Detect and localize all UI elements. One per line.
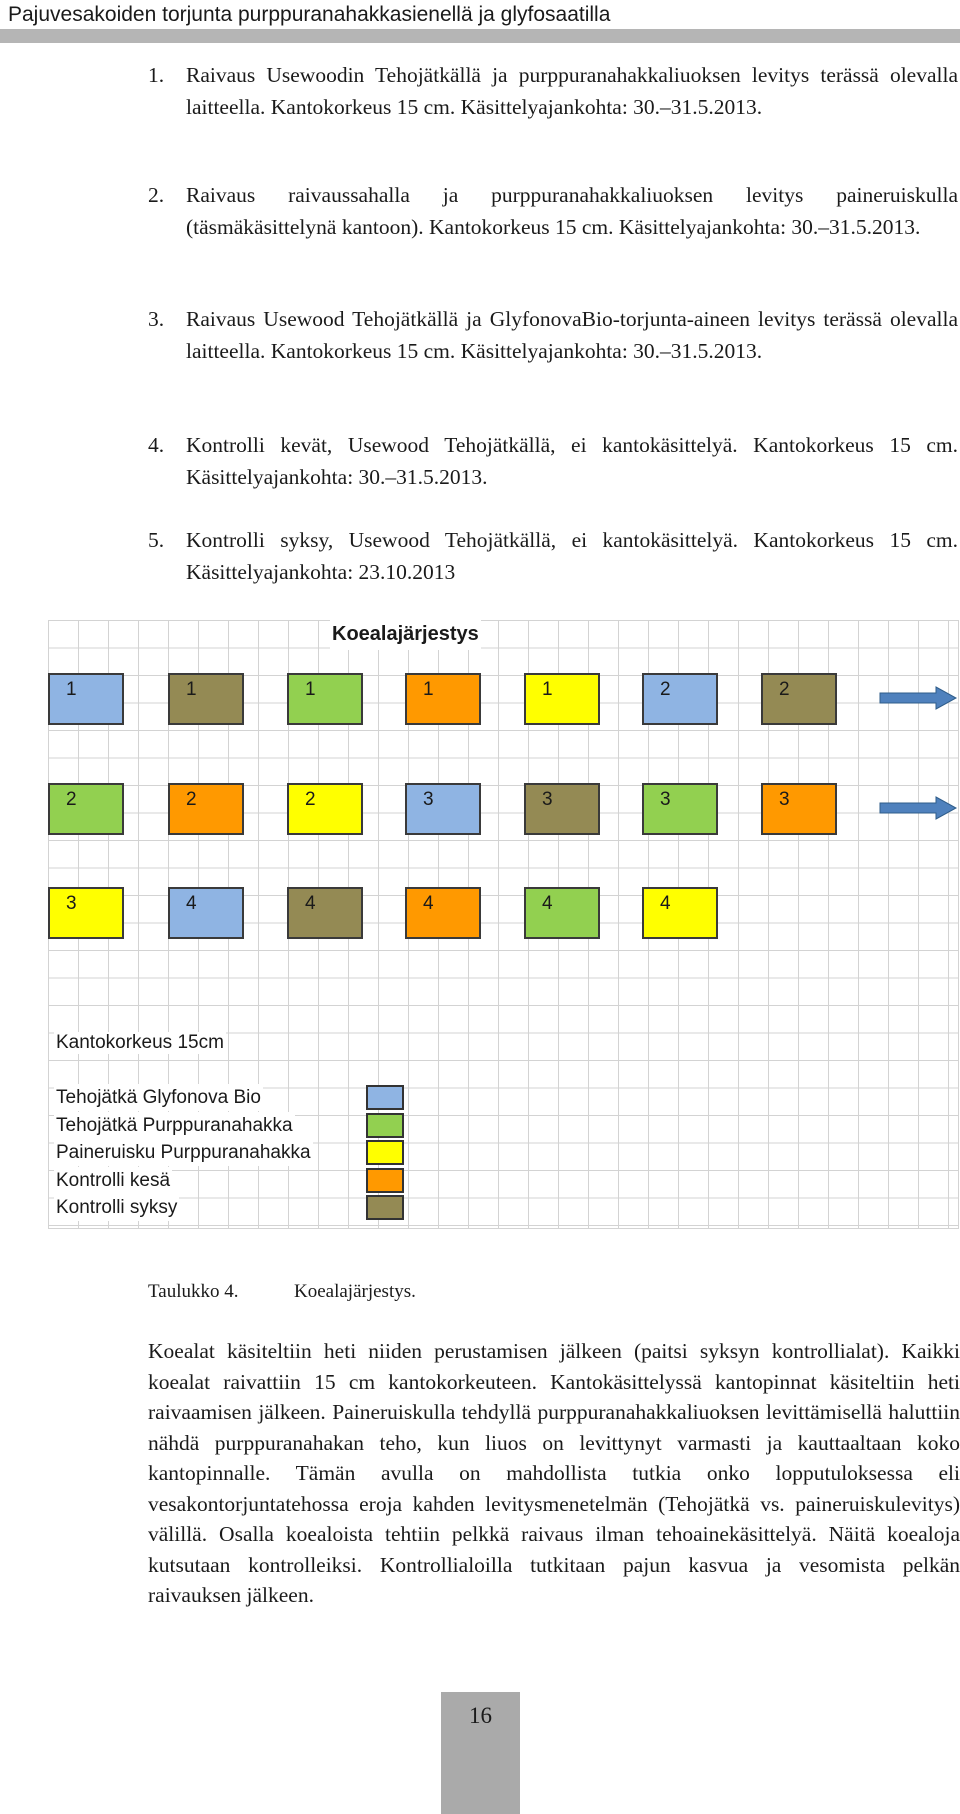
body-paragraph: Koealat käsiteltiin heti niiden perustamisen jälkeen (paitsi syksyn kontrollialat). Kaikki koealat raivattiin 15 cm kantokorkeuteen. Kantokäsittelyssä kantopinnat käsiteltiin heti raivaamisen jälkeen. Paineruiskulla tehdyllä purppuranahakkaliuoksen levittämisellä haluttiin nähdä purppuranahakan teho, kun liuos on levittynyt varmasti ja kauttaaltaan koko kantopinnalle. Tämän avulla on mahdollista tutkia onko lopputuloksessa eli vesakontorjuntatehossa eroja kahden levitysmenetelmän (Tehojätkä vs. paineruiskulevitys) välillä. Osalla koealoista tehtiin pelkkä raivaus ilman tehoainekäsittelyä. Näitä koealoja kutsutaan kontrolleiksi. Kontrollialoilla tutkitaan pajun kasvua ja vesomista pelkän raivauksen jälkeen. — [148, 1339, 960, 1607]
legend-swatch — [366, 1085, 404, 1110]
treatment-number: 4. — [148, 433, 165, 457]
plot-r3-c5: 4 — [524, 887, 600, 939]
direction-arrow-icon — [878, 685, 958, 711]
treatment-item-1 — [148, 60, 958, 123]
legend-swatch — [366, 1168, 404, 1193]
plot-r3-c4: 4 — [405, 887, 481, 939]
treatment-number: 3. — [148, 307, 165, 331]
legend-label: Tehojätkä Glyfonova Bio — [54, 1084, 263, 1111]
treatment-text: Raivaus Usewoodin Tehojätkällä ja purppuranahakkaliuoksen levitys terässä olevalla laitteella. Kantokorkeus 15 cm. Käsittelyajankohta: 30.–31.5.2013. — [186, 63, 958, 119]
plot-r1-c2: 1 — [168, 673, 244, 725]
plot-r1-c3: 1 — [287, 673, 363, 725]
plot-r2-c6: 3 — [642, 783, 718, 835]
treatment-number: 2. — [148, 183, 165, 207]
direction-arrow-icon — [878, 795, 958, 821]
page-number: 16 — [469, 1703, 492, 1728]
plot-r3-c3: 4 — [287, 887, 363, 939]
plot-r3-c1: 3 — [48, 887, 124, 939]
legend-label: Tehojätkä Purppuranahakka — [54, 1112, 295, 1139]
treatment-text: Kontrolli syksy, Usewood Tehojätkällä, ei kantokäsittelyä. Kantokorkeus 15 cm. Käsittelyajankohta: 23.10.2013 — [186, 528, 958, 584]
plot-r2-c5: 3 — [524, 783, 600, 835]
legend-label: Kontrolli syksy — [54, 1194, 179, 1221]
plot-r2-c3: 2 — [287, 783, 363, 835]
plot-r1-c4: 1 — [405, 673, 481, 725]
running-header: Pajuvesakoiden torjunta purppuranahakkasienellä ja glyfosaatilla — [8, 3, 611, 26]
figure-caption — [148, 1281, 416, 1303]
plot-r2-c2: 2 — [168, 783, 244, 835]
plot-r3-c6: 4 — [642, 887, 718, 939]
plot-r3-c2: 4 — [168, 887, 244, 939]
treatment-text: Raivaus Usewood Tehojätkällä ja GlyfonovaBio-torjunta-aineen levitys terässä olevalla laitteella. Kantokorkeus 15 cm. Käsittelyajankohta: 30.–31.5.2013. — [186, 307, 958, 363]
treatment-number: 1. — [148, 63, 165, 87]
treatment-item-4 — [148, 430, 958, 493]
plot-r1-c6: 2 — [642, 673, 718, 725]
treatment-item-2 — [148, 180, 958, 243]
legend-swatch — [366, 1195, 404, 1220]
figure-title: Koealajärjestys — [330, 618, 481, 650]
legend-swatch — [366, 1140, 404, 1165]
caption-text: Koealajärjestys. — [294, 1281, 416, 1302]
plot-r1-c1: 1 — [48, 673, 124, 725]
legend-label: Paineruisku Purppuranahakka — [54, 1139, 313, 1166]
plot-r2-c4: 3 — [405, 783, 481, 835]
treatment-item-3 — [148, 304, 958, 367]
treatment-item-5 — [148, 525, 958, 588]
header-rule — [0, 29, 960, 43]
caption-label: Taulukko 4. — [148, 1281, 239, 1302]
legend-swatch — [366, 1113, 404, 1138]
plot-r2-c1: 2 — [48, 783, 124, 835]
treatment-text: Raivaus raivaussahalla ja purppuranahakkaliuoksen levitys paineruiskulla (täsmäkäsittelynä kantoon). Kantokorkeus 15 cm. Käsittelyajankohta: 30.–31.5.2013. — [186, 183, 958, 239]
plot-r1-c5: 1 — [524, 673, 600, 725]
plot-r1-c7: 2 — [761, 673, 837, 725]
legend-label: Kontrolli kesä — [54, 1167, 172, 1194]
legend-title: Kantokorkeus 15cm — [56, 1032, 224, 1053]
treatment-number: 5. — [148, 528, 165, 552]
treatment-text: Kontrolli kevät, Usewood Tehojätkällä, ei kantokäsittelyä. Kantokorkeus 15 cm. Käsittelyajankohta: 30.–31.5.2013. — [186, 433, 958, 489]
plot-r2-c7: 3 — [761, 783, 837, 835]
